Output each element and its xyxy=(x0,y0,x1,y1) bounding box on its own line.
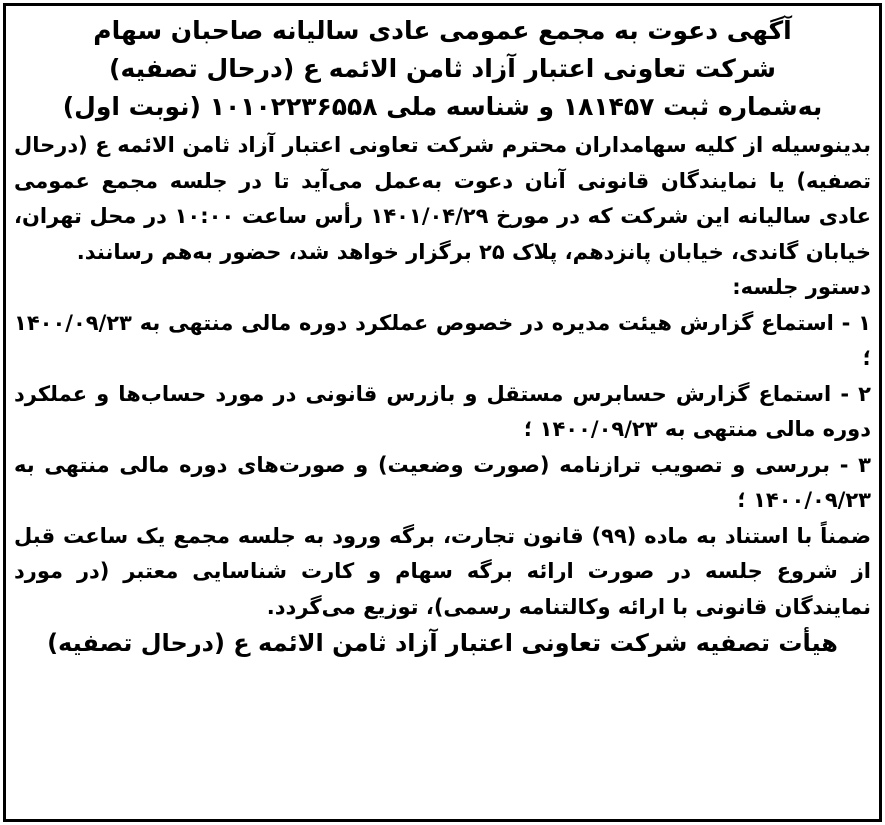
notice-content xyxy=(14,12,871,815)
notice-title-line-1: آگهی دعوت به مجمع عمومی عادی سالیانه صاحبان سهام xyxy=(93,16,792,45)
agenda-item-2: ۲ - استماع گزارش حسابرس مستقل و بازرس قانونی در مورد حساب‌ها و عملکرد دوره مالی منتهی به ۱۴۰۰/۰۹/۲۳ ؛ xyxy=(14,381,871,441)
notice-title-line-3: به‌شماره ثبت ۱۸۱۴۵۷ و شناسه ملی ۱۰۱۰۲۲۳۶۵۵۸ (نوبت اول) xyxy=(62,92,823,121)
note-paragraph: ضمناً با استناد به ماده (۹۹) قانون تجارت، برگه ورود به جلسه مجمع یک ساعت قبل از شروع جلسه در صورت ارائه برگه سهام و کارت شناسایی معتبر (در مورد نمایندگان قانونی با ارائه وکالتنامه رسمی)، توزیع می‌گردد. xyxy=(14,523,872,619)
agenda-item-3: ۳ - بررسی و تصویب ترازنامه (صورت وضعیت) و صورت‌های دوره مالی منتهی به ۱۴۰۰/۰۹/۲۳ ؛ xyxy=(14,452,871,512)
notice-title-line-2: شرکت تعاونی اعتبار آزاد ثامن الائمه ع (درحال تصفیه) xyxy=(109,54,776,83)
agenda-item-1: ۱ - استماع گزارش هیئت مدیره در خصوص عملکرد دوره مالی منتهی به ۱۴۰۰/۰۹/۲۳ ؛ xyxy=(14,310,871,370)
signature-line: هیأت تصفیه شرکت تعاونی اعتبار آزاد ثامن الائمه ع (درحال تصفیه) xyxy=(47,629,838,657)
invitation-paragraph: بدینوسیله از کلیه سهامداران محترم شرکت تعاونی اعتبار آزاد ثامن الائمه ع (درحال تصفیه) یا نمایندگان قانونی آنان دعوت به‌عمل می‌آید تا در جلسه مجمع عمومی عادی سالیانه این شرکت که در مورخ ۱۴۰۱/۰۴/۲۹ رأس ساعت ۱۰:۰۰ در محل تهران، خیابان گاندی، خیابان پانزدهم، پلاک ۲۵ برگزار خواهد شد، حضور به‌هم رسانند. xyxy=(14,133,872,264)
notice-body xyxy=(14,128,871,625)
agenda-label: دستور جلسه: xyxy=(732,275,871,299)
